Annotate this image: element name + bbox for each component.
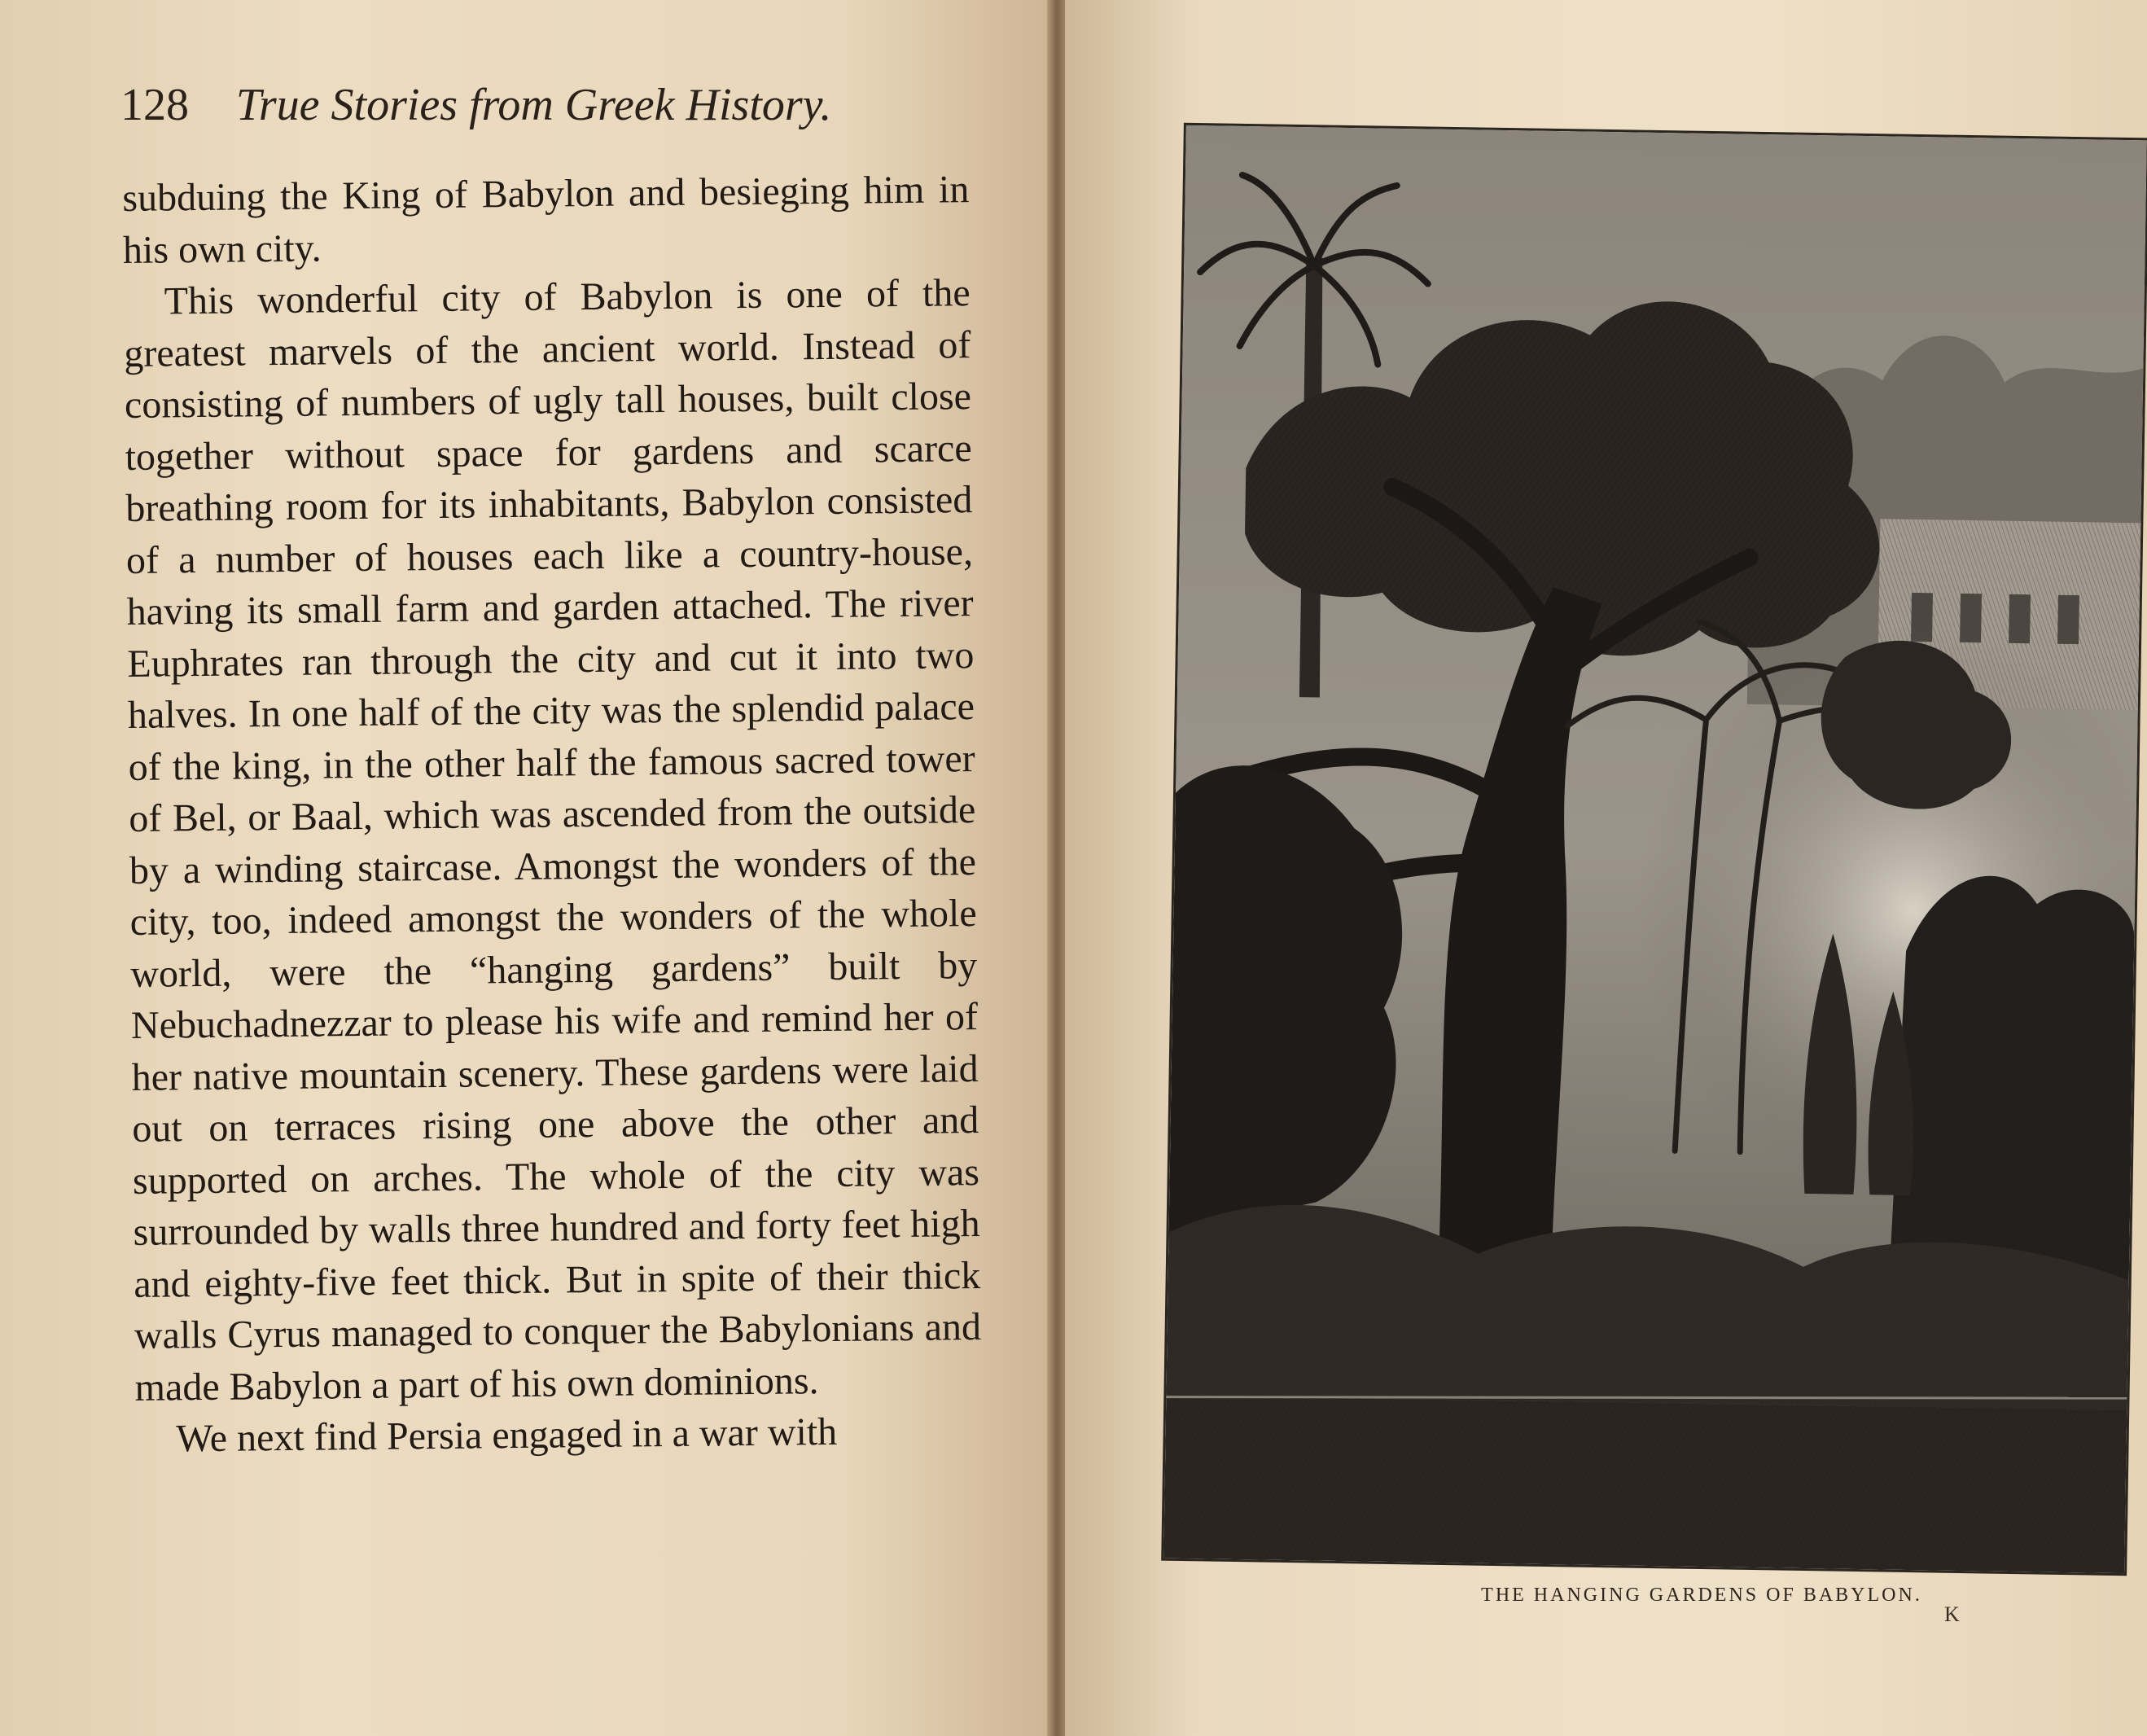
paragraph-babylon: This wonderful city of Babylon is one of the greatest marvels of the ancient world. Instead of consisting of numbers of ugly tall houses, built close together without space for gardens and scarce breathing room for its inhabitants, Babylon consisted of a number of houses each like a country-house, having its small farm and garden attached. The river Euphrates ran through the city and cut it into two halves. In one half of the city was the splendid palace of the king, in the other half the famous sacred tower of Bel, or Baal, which was ascended from the outside by a winding staircase. Amongst the wonders of the city, too, indeed amongst the wonders of the whole world, were the “hanging gardens” built by Nebuchadnezzar to please his wife and remind her of her native mountain scenery. These gardens were laid out on terraces rising one above the other and supported on arches. The whole of the city was surrounded by walls three hundred and forty feet high and eighty-five feet thick. But in spite of their thick walls Cyrus managed to conquer the Babylonians and made Babylon a part of his own dominions. — [124, 271, 982, 1409]
paragraph-continued: subduing the King of Babylon and besieging him in his own city. — [122, 168, 970, 272]
hanging-gardens-engraving — [1163, 125, 2146, 1573]
paragraph-next: We next find Persia engaged in a war with — [176, 1409, 838, 1461]
body-text — [122, 162, 983, 1465]
engraving-plate — [1161, 123, 2147, 1576]
running-head — [120, 78, 935, 131]
signature-mark: K — [1944, 1602, 1960, 1626]
plate-caption: THE HANGING GARDENS OF BABYLON. — [1481, 1585, 1922, 1606]
book-title: True Stories from Greek History. — [235, 80, 832, 130]
left-page — [0, 0, 1050, 1736]
page-number: 128 — [120, 80, 189, 130]
